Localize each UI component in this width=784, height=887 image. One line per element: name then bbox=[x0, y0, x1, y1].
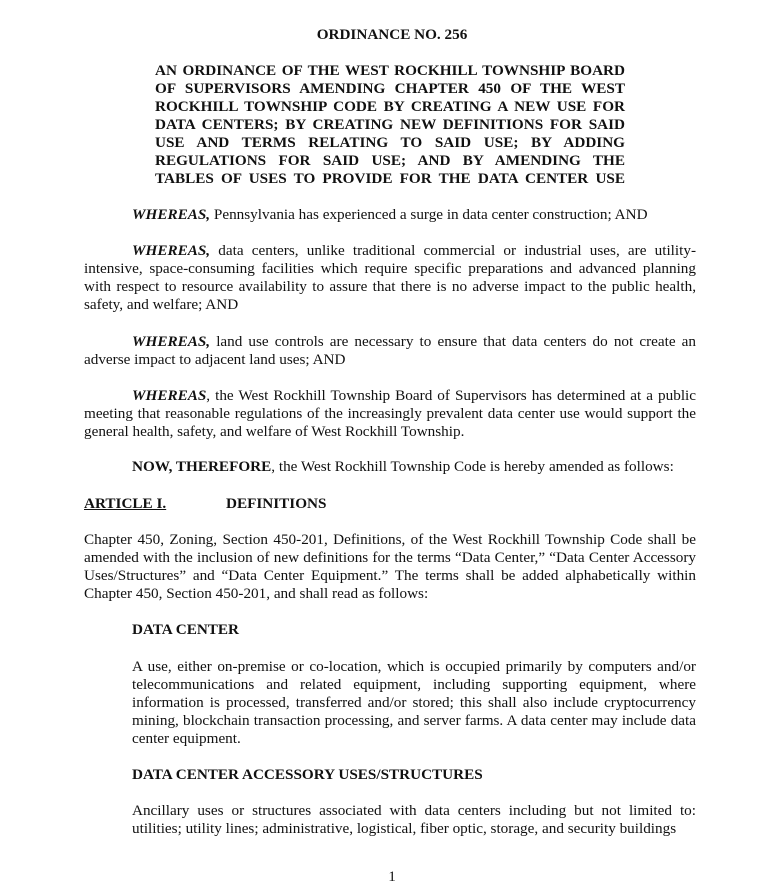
whereas-lead: WHEREAS, bbox=[132, 333, 211, 350]
whereas-text: Pennsylvania has experienced a surge in data center construction; AND bbox=[210, 206, 648, 223]
whereas-text: data centers, unlike traditional commercial or industrial uses, are utility-intensive, space-consuming facilities which require specific preparations and advanced planning with respect to resource availability to assure that there is no adverse impact to the public health, safety, and welfare; AND bbox=[84, 242, 696, 313]
definition-term-accessory-uses: DATA CENTER ACCESSORY USES/STRUCTURES bbox=[132, 766, 483, 783]
definition-text-accessory-uses: Ancillary uses or structures associated with data centers including but not limited to: utilities; utility lines; administrative, logistical, fiber optic, storage, and security buildings bbox=[132, 802, 696, 837]
therefore-paragraph bbox=[84, 458, 696, 476]
whereas-paragraph-2 bbox=[84, 242, 696, 314]
whereas-lead: WHEREAS, bbox=[132, 242, 211, 259]
page-number: 1 bbox=[388, 868, 396, 885]
whereas-text: land use controls are necessary to ensure that data centers do not create an adverse impact to adjacent land uses; AND bbox=[84, 333, 696, 368]
whereas-paragraph-4 bbox=[84, 387, 696, 441]
whereas-text: , the West Rockhill Township Board of Supervisors has determined at a public meeting that reasonable regulations of the increasingly prevalent data center use would support the general health, safety, and welfare of West Rockhill Township. bbox=[84, 387, 696, 440]
article-title: DEFINITIONS bbox=[226, 495, 327, 512]
therefore-lead: NOW, THEREFORE bbox=[132, 458, 272, 475]
whereas-paragraph-1 bbox=[84, 206, 696, 224]
whereas-lead: WHEREAS bbox=[132, 387, 207, 404]
heading-text: AN ORDINANCE OF THE WEST ROCKHILL TOWNSHIP BOARD OF SUPERVISORS AMENDING CHAPTER 450 OF THE WEST ROCKHILL TOWNSHIP CODE BY CREATING A NEW USE FOR DATA CENTERS; BY CREATING NEW DEFINITIONS FOR SAID USE AND TERMS RELATING TO SAID USE; BY ADDING REGULATIONS FOR SAID USE; AND BY AMENDING THE TABLES OF USES TO PROVIDE FOR THE DATA CENTER USE bbox=[155, 62, 625, 187]
article-paragraph: Chapter 450, Zoning, Section 450-201, Definitions, of the West Rockhill Township Code shall be amended with the inclusion of new definitions for the terms “Data Center,” “Data Center Accessory Uses/Structures” and “Data Center Equipment.” The terms shall be added alphabetically within Chapter 450, Section 450-201, and shall read as follows: bbox=[84, 531, 696, 602]
whereas-lead: WHEREAS, bbox=[132, 206, 211, 223]
article-number: ARTICLE I. bbox=[84, 495, 167, 512]
article-heading bbox=[84, 495, 326, 513]
ordinance-heading bbox=[155, 62, 625, 188]
whereas-paragraph-3 bbox=[84, 333, 696, 369]
definition-text-data-center: A use, either on-premise or co-location, which is occupied primarily by computers and/or telecommunications and related equipment, including supporting equipment, where information is processed, transferred and/or stored; this shall also include cryptocurrency mining, blockchain transaction processing, and server farms. A data center may include data center equipment. bbox=[132, 658, 696, 747]
therefore-text: , the West Rockhill Township Code is hereby amended as follows: bbox=[271, 458, 674, 475]
definition-term-data-center: DATA CENTER bbox=[132, 621, 240, 638]
ordinance-title: ORDINANCE NO. 256 bbox=[316, 26, 468, 43]
